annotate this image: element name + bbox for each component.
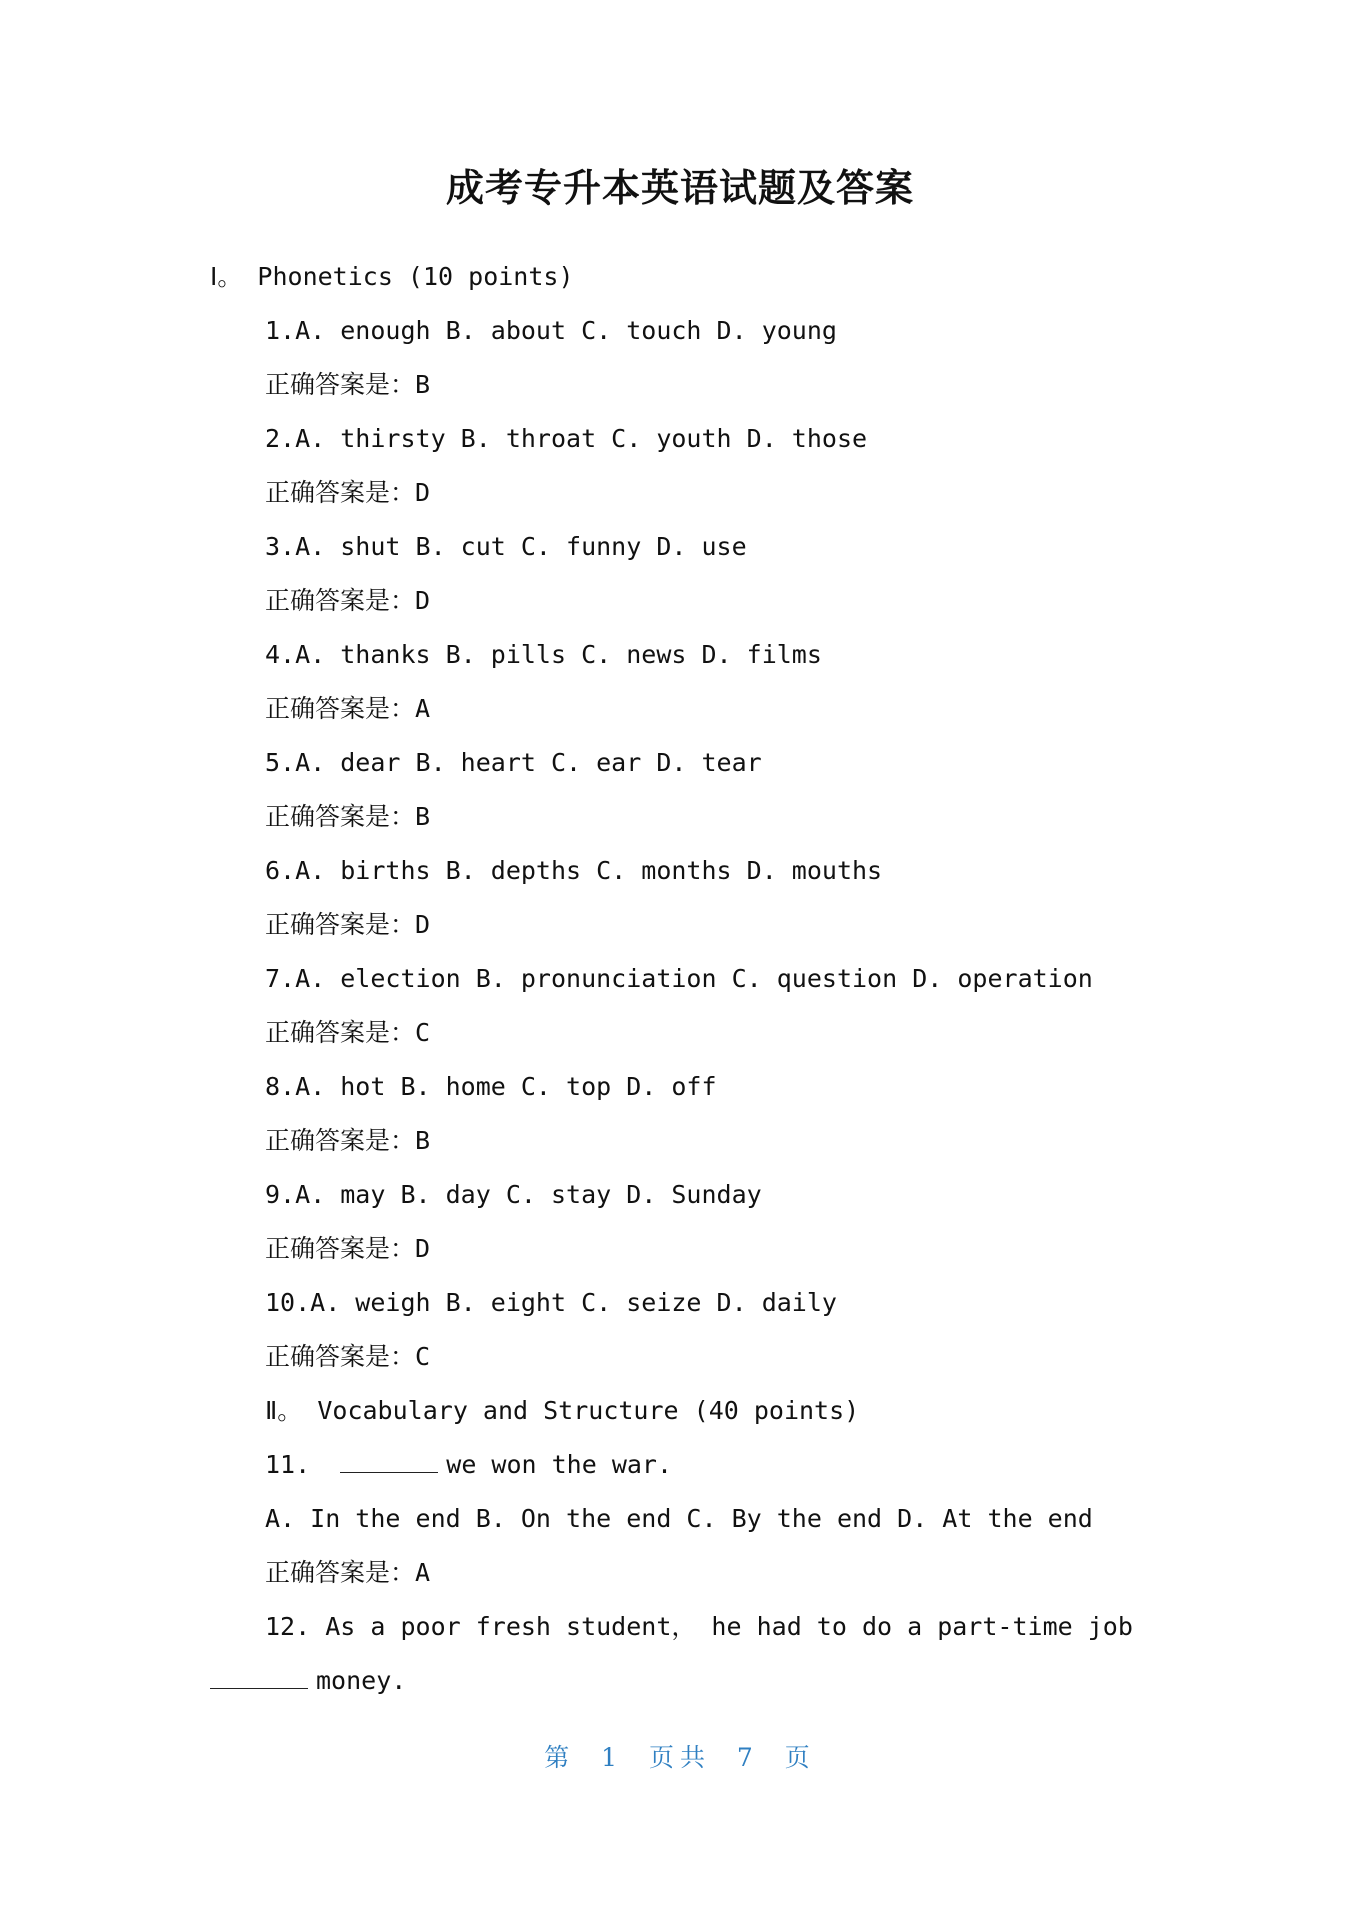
answer-label: 正确答案是： [265,1126,416,1155]
answer-label: 正确答案是： [265,802,416,831]
question-1: 1.A. enough B. about C. touch D. young [265,316,837,345]
question-10: 10.A. weigh B. eight C. seize D. daily [265,1288,837,1317]
answer-2 [210,466,1160,520]
answer-1 [210,358,1160,412]
question-number: 11. [265,1450,311,1479]
document-title: 成考专升本英语试题及答案 [445,165,914,210]
question-3: 3.A. shut B. cut C. funny D. use [265,532,747,561]
answer-value: B [415,1126,431,1155]
answer-label: 正确答案是： [265,1558,416,1587]
answer-value: D [415,1234,431,1263]
question-stem: we won the war. [446,1450,673,1479]
question-6: 6.A. births B. depths C. months D. mouths [265,856,883,885]
question-stem: money. [316,1666,407,1695]
answer-value: D [415,586,431,615]
document-body [210,250,1160,1708]
answer-value: D [415,478,431,507]
answer-value: B [415,802,431,831]
answer-label: 正确答案是： [265,478,416,507]
question-8: 8.A. hot B. home C. top D. off [265,1072,717,1101]
page-footer: 第 1 页共 7 页 [544,1743,816,1772]
question-4: 4.A. thanks B. pills C. news D. films [265,640,822,669]
answer-5 [210,790,1160,844]
answer-3 [210,574,1160,628]
answer-8 [210,1114,1160,1168]
answer-label: 正确答案是： [265,1342,416,1371]
question-11-options: A. In the end B. On the end C. By the end D. At the end [265,1504,1093,1533]
question-9: 9.A. may B. day C. stay D. Sunday [265,1180,762,1209]
answer-value: C [415,1018,431,1047]
question-7: 7.A. election B. pronunciation C. question D. operation [265,964,1093,993]
answer-4 [210,682,1160,736]
question-12-line-1: 12. As a poor fresh student， he had to do a part-time job [265,1612,1133,1641]
question-11 [210,1438,1160,1492]
answer-label: 正确答案是： [265,694,416,723]
section-heading-vocabulary: Ⅱ。 Vocabulary and Structure (40 points) [265,1396,860,1425]
answer-value: A [415,1558,431,1587]
fill-in-blank [210,1666,308,1689]
fill-in-blank [340,1450,438,1473]
answer-label: 正确答案是： [265,910,416,939]
answer-9 [210,1222,1160,1276]
question-5: 5.A. dear B. heart C. ear D. tear [265,748,762,777]
question-12-line-2 [210,1654,1160,1708]
answer-label: 正确答案是： [265,586,416,615]
answer-7 [210,1006,1160,1060]
answer-6 [210,898,1160,952]
answer-10 [210,1330,1160,1384]
answer-value: D [415,910,431,939]
answer-label: 正确答案是： [265,370,416,399]
answer-label: 正确答案是： [265,1018,416,1047]
section-heading-phonetics: Ⅰ。 Phonetics (10 points) [210,262,574,291]
answer-value: B [415,370,431,399]
answer-value: C [415,1342,431,1371]
question-2: 2.A. thirsty B. throat C. youth D. those [265,424,868,453]
answer-value: A [415,694,431,723]
answer-label: 正确答案是： [265,1234,416,1263]
answer-11 [210,1546,1160,1600]
